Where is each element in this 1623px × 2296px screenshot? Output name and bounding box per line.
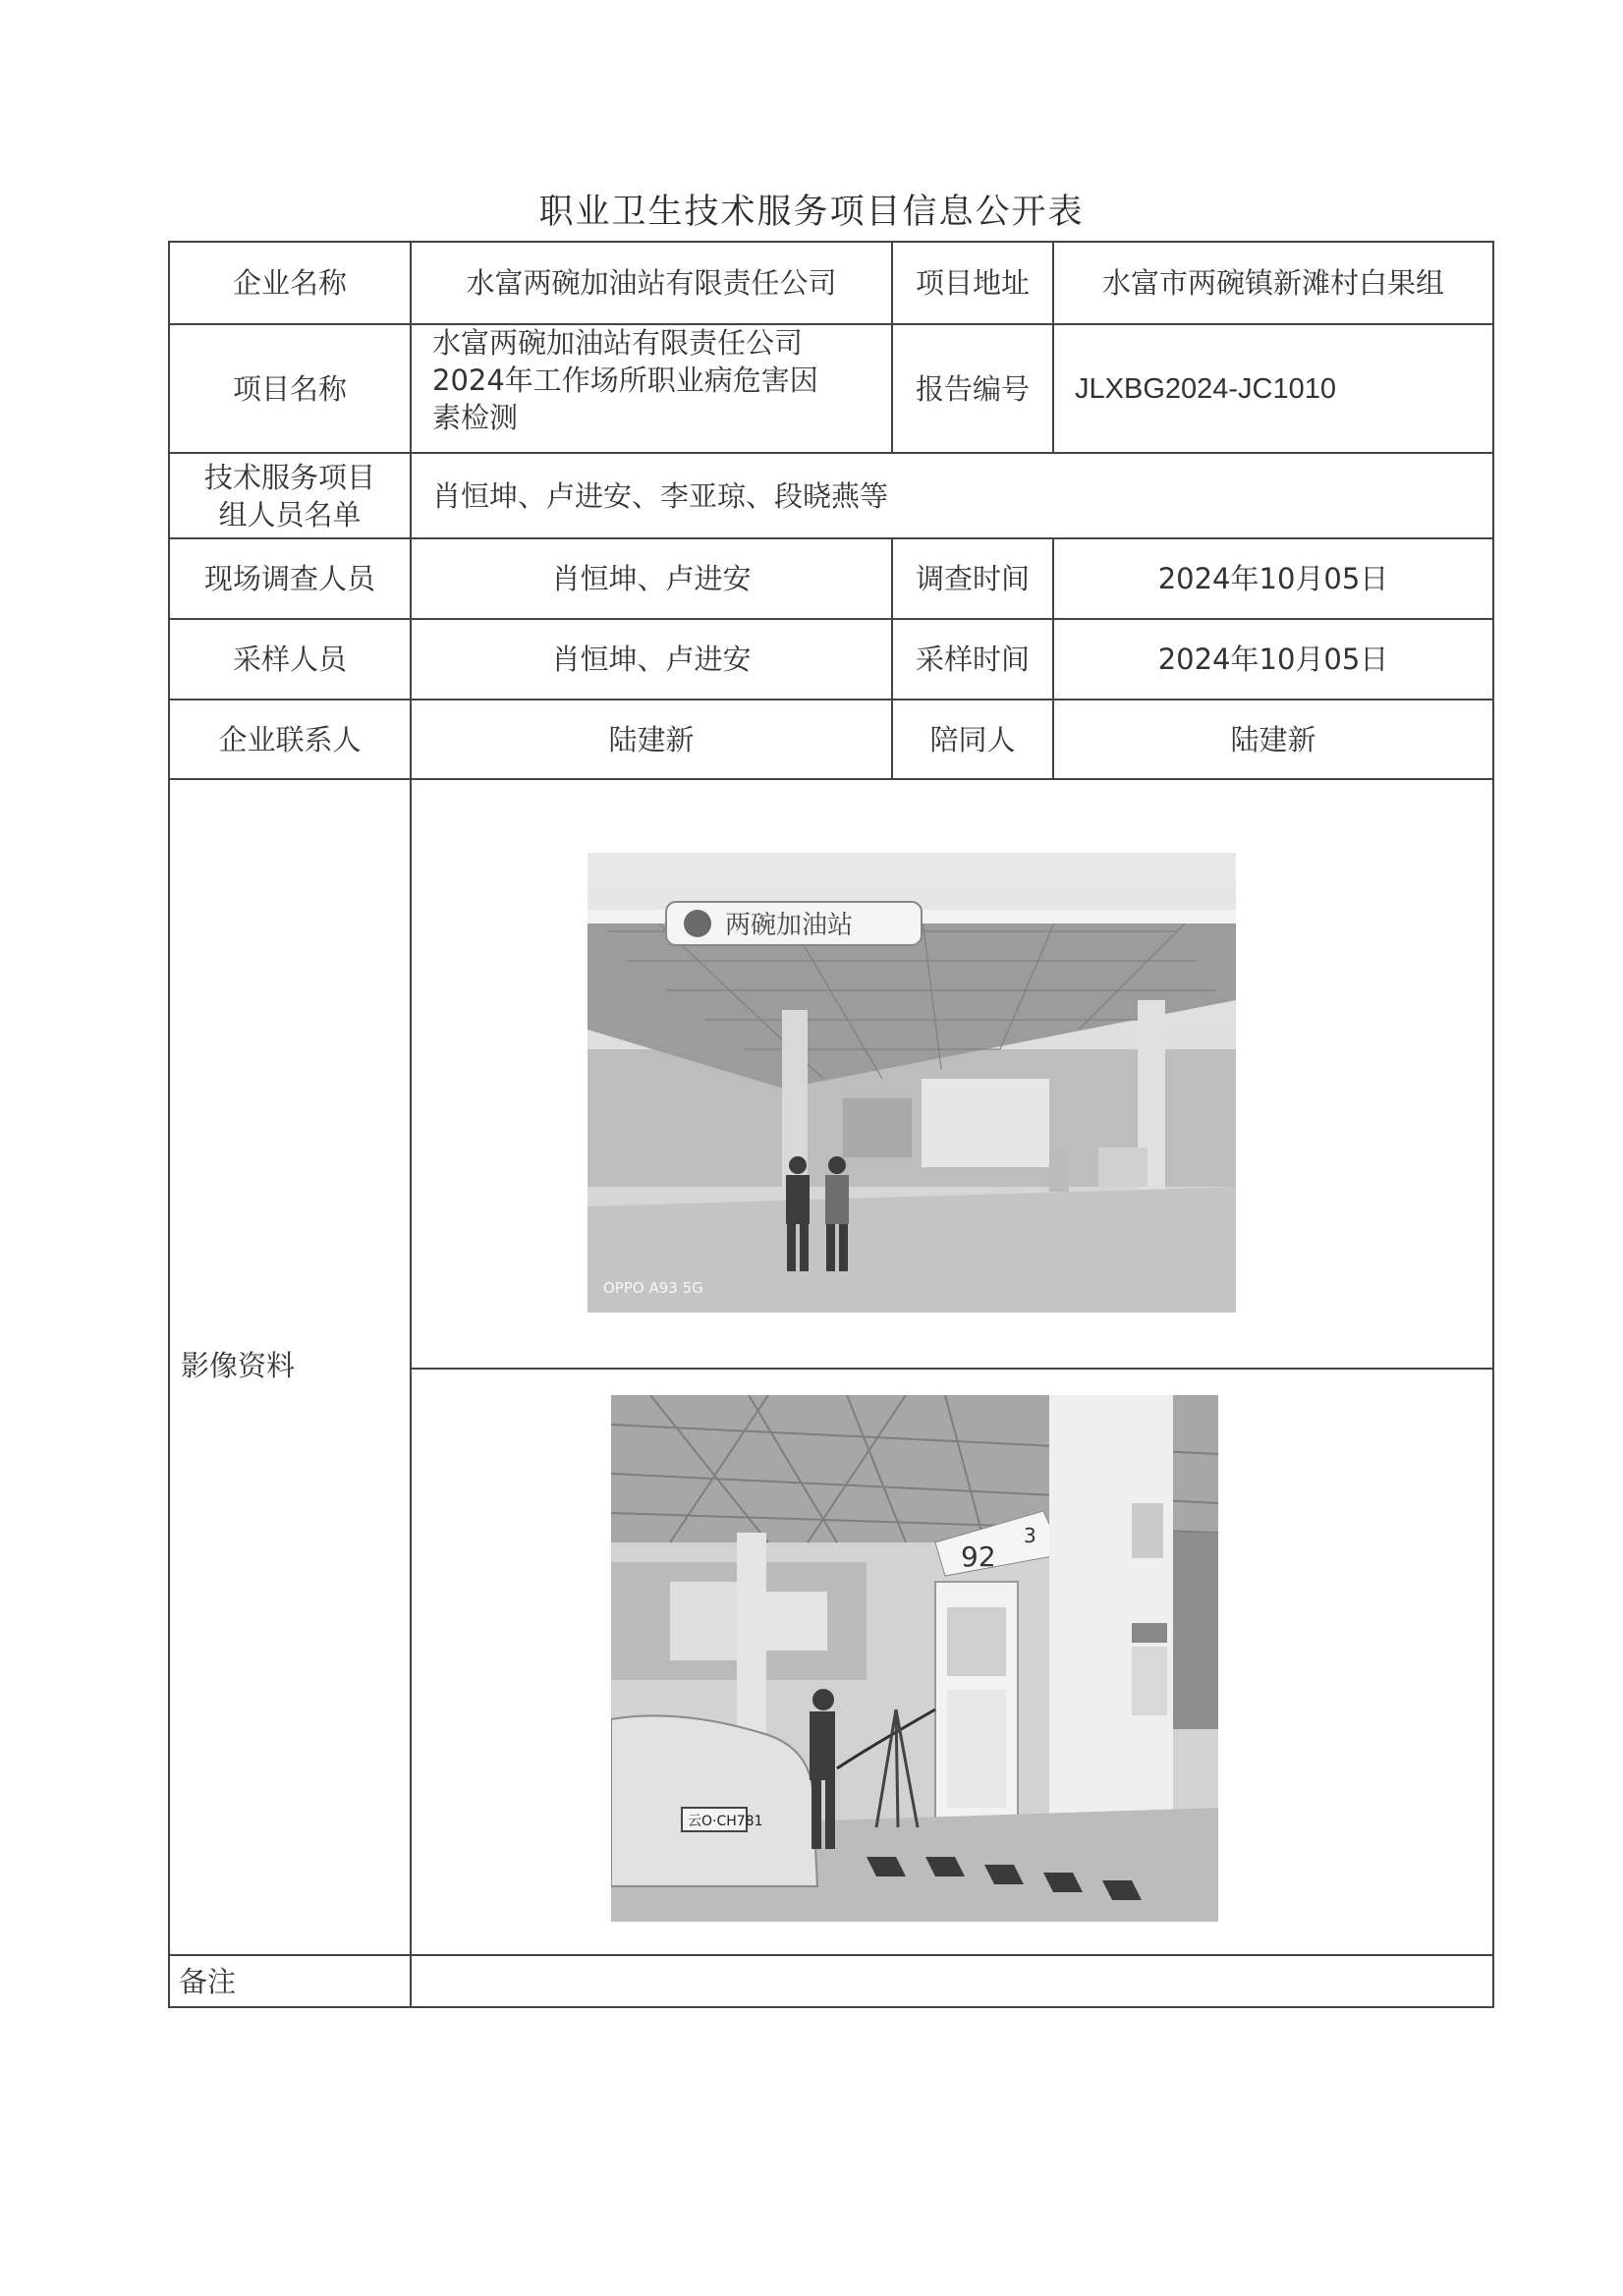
- project-value-line1: 水富两碗加油站有限责任公司: [432, 326, 804, 360]
- pump-number-2: 3: [1024, 1524, 1036, 1547]
- sampler-value: 肖恒坤、卢进安: [551, 643, 752, 676]
- address-value: 水富市两碗镇新滩村白果组: [1101, 266, 1444, 300]
- project-value: [411, 324, 892, 453]
- companion-value: 陆建新: [1230, 722, 1316, 756]
- contact-value: 陆建新: [608, 722, 695, 756]
- enterprise-label: 企业名称: [232, 266, 347, 300]
- canopy-sign-text: 两碗加油站: [725, 911, 854, 940]
- project-value-line2: 2024年工作场所职业病危害因: [432, 364, 818, 397]
- project-label: 项目名称: [232, 371, 347, 406]
- team-label: [169, 453, 411, 538]
- survey-time-label: 调查时间: [915, 562, 1030, 595]
- companion-label: 陪同人: [929, 722, 1016, 756]
- team-label-line1: 技术服务项目: [203, 460, 375, 494]
- pump-number: 92: [961, 1540, 996, 1573]
- remarks-label: 备注: [179, 1964, 237, 1998]
- sampler-label: 采样人员: [232, 643, 347, 676]
- photo-watermark: OPPO A93 5G: [603, 1279, 703, 1297]
- page-title: 职业卫生技术服务项目信息公开表: [538, 193, 1085, 232]
- address-label: 项目地址: [915, 266, 1030, 300]
- sample-time-value: 2024年10月05日: [1157, 643, 1389, 676]
- report-value: JLXBG2024-JC1010: [1075, 372, 1336, 405]
- images-label: 影像资料: [181, 1349, 296, 1382]
- enterprise-value: 水富两碗加油站有限责任公司: [466, 266, 837, 300]
- project-value-line3: 素检测: [432, 401, 519, 434]
- team-value: 肖恒坤、卢进安、李亚琼、段晓燕等: [432, 478, 889, 513]
- report-label: 报告编号: [915, 371, 1030, 406]
- car-plate: 云O·CH781: [688, 1814, 763, 1829]
- survey-label: 现场调查人员: [203, 562, 375, 595]
- survey-time-value: 2024年10月05日: [1157, 562, 1389, 595]
- team-label-line2: 组人员名单: [218, 497, 362, 532]
- sample-time-label: 采样时间: [915, 643, 1030, 676]
- survey-value: 肖恒坤、卢进安: [551, 562, 752, 595]
- photo-station-canopy: [588, 853, 1236, 1313]
- photo-fuel-pump: [611, 1395, 1218, 1922]
- contact-label: 企业联系人: [218, 722, 362, 756]
